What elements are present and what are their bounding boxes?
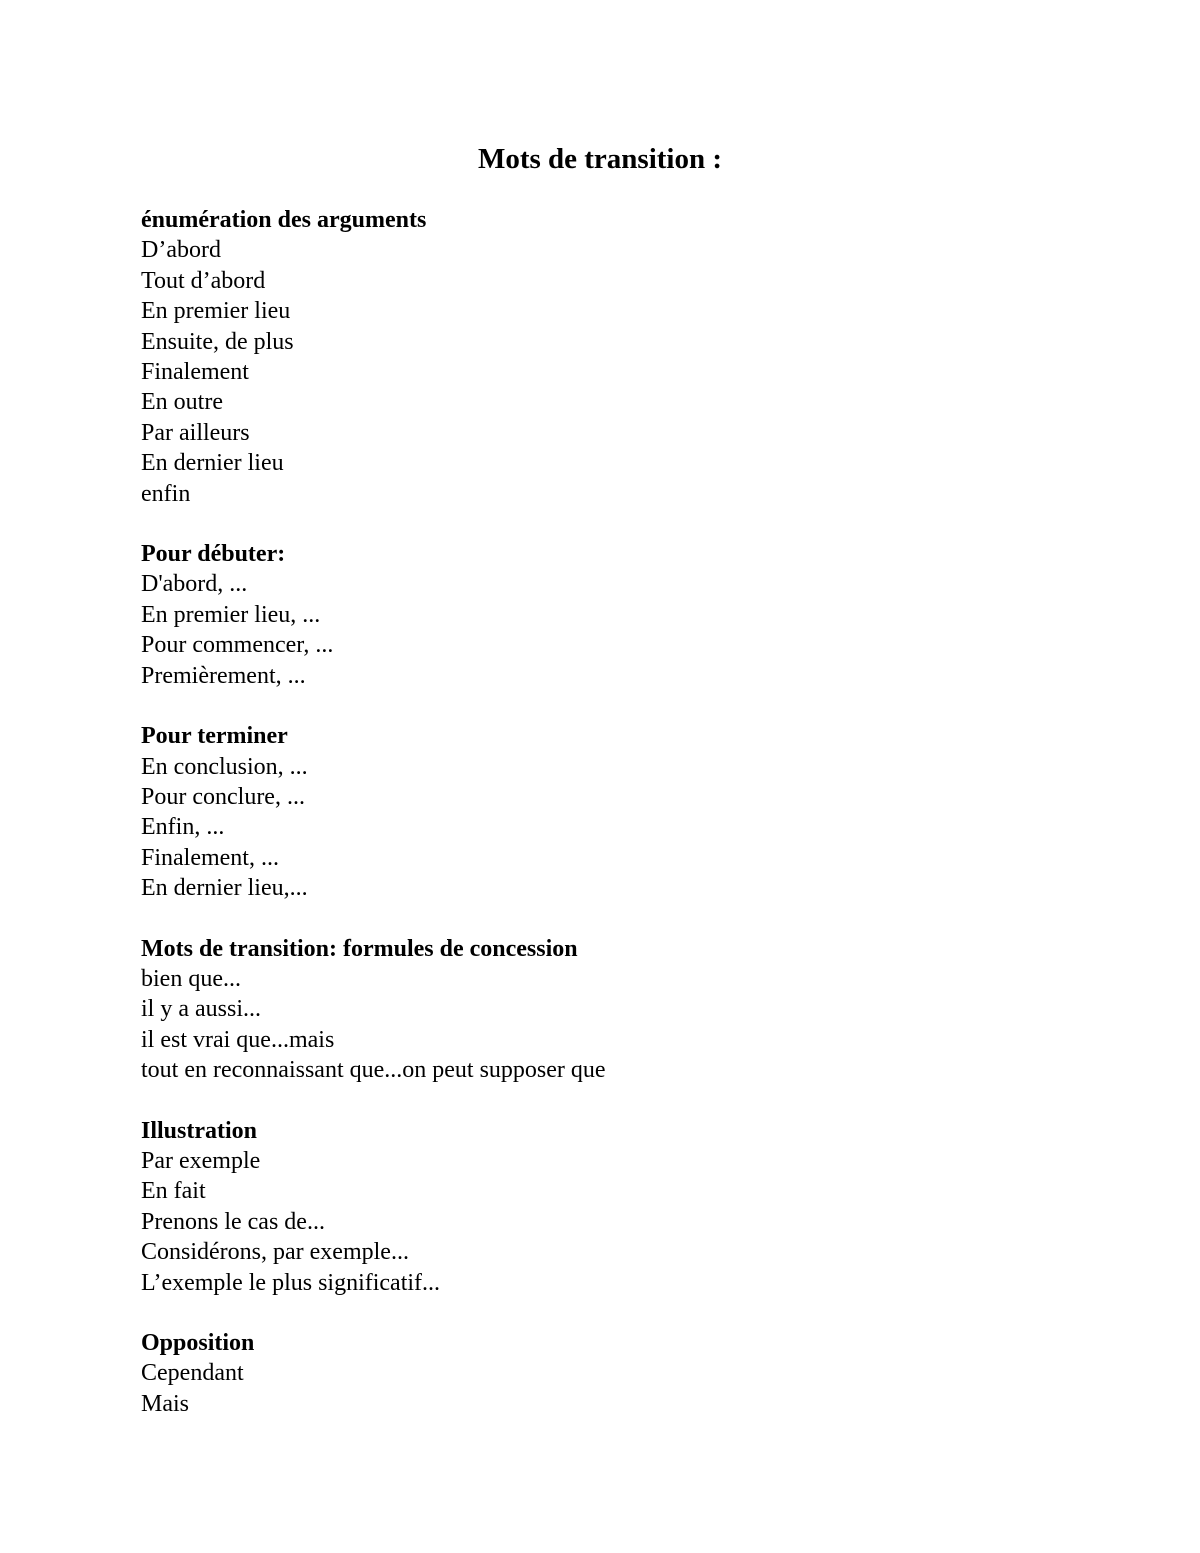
section-heading: Illustration (141, 1117, 258, 1144)
list-item: Pour commencer, ... (141, 632, 334, 659)
list-item: En dernier lieu,... (141, 875, 308, 902)
section-illustration (141, 1116, 1101, 1298)
list-item: D’abord (141, 237, 221, 264)
section-enumeration (141, 205, 1101, 509)
list-item: Cependant (141, 1360, 244, 1387)
section-heading: Mots de transition: formules de concession (141, 935, 578, 962)
list-item: En dernier lieu (141, 450, 284, 477)
section-heading: énumération des arguments (141, 207, 427, 233)
list-item: En outre (141, 389, 223, 416)
list-item: Pour conclure, ... (141, 783, 305, 810)
list-item: Prenons le cas de... (141, 1208, 325, 1235)
list-item: En premier lieu, ... (141, 601, 321, 628)
section-opposition (141, 1328, 1101, 1419)
list-item: il y a aussi... (141, 996, 261, 1023)
list-item: Mais (141, 1390, 189, 1417)
list-item: D'abord, ... (141, 571, 248, 598)
section-heading: Pour terminer (141, 723, 288, 750)
list-item: Tout d’abord (141, 267, 266, 294)
list-item: Enfin, ... (141, 814, 225, 841)
list-item: tout en reconnaissant que...on peut supposer que (141, 1057, 606, 1084)
list-item: Considérons, par exemple... (141, 1239, 409, 1266)
section-concession (141, 934, 1101, 1086)
document-body (141, 205, 1101, 1449)
list-item: Finalement (141, 359, 249, 386)
list-item: Premièrement, ... (141, 662, 306, 689)
list-item: bien que... (141, 965, 241, 992)
list-item: Ensuite, de plus (141, 328, 294, 355)
section-pour-terminer (141, 721, 1101, 903)
list-item: En premier lieu (141, 298, 291, 325)
section-pour-debuter (141, 539, 1101, 691)
section-heading: Pour débuter: (141, 541, 286, 568)
list-item: Par exemple (141, 1147, 261, 1174)
section-heading: Opposition (141, 1330, 255, 1356)
page-title: Mots de transition : (477, 143, 723, 175)
list-item: En fait (141, 1178, 206, 1205)
list-item: En conclusion, ... (141, 753, 308, 780)
list-item: L’exemple le plus significatif... (141, 1269, 441, 1296)
list-item: Finalement, ... (141, 844, 279, 871)
list-item: enfin (141, 480, 191, 507)
list-item: Par ailleurs (141, 419, 250, 446)
list-item: il est vrai que...mais (141, 1026, 335, 1053)
